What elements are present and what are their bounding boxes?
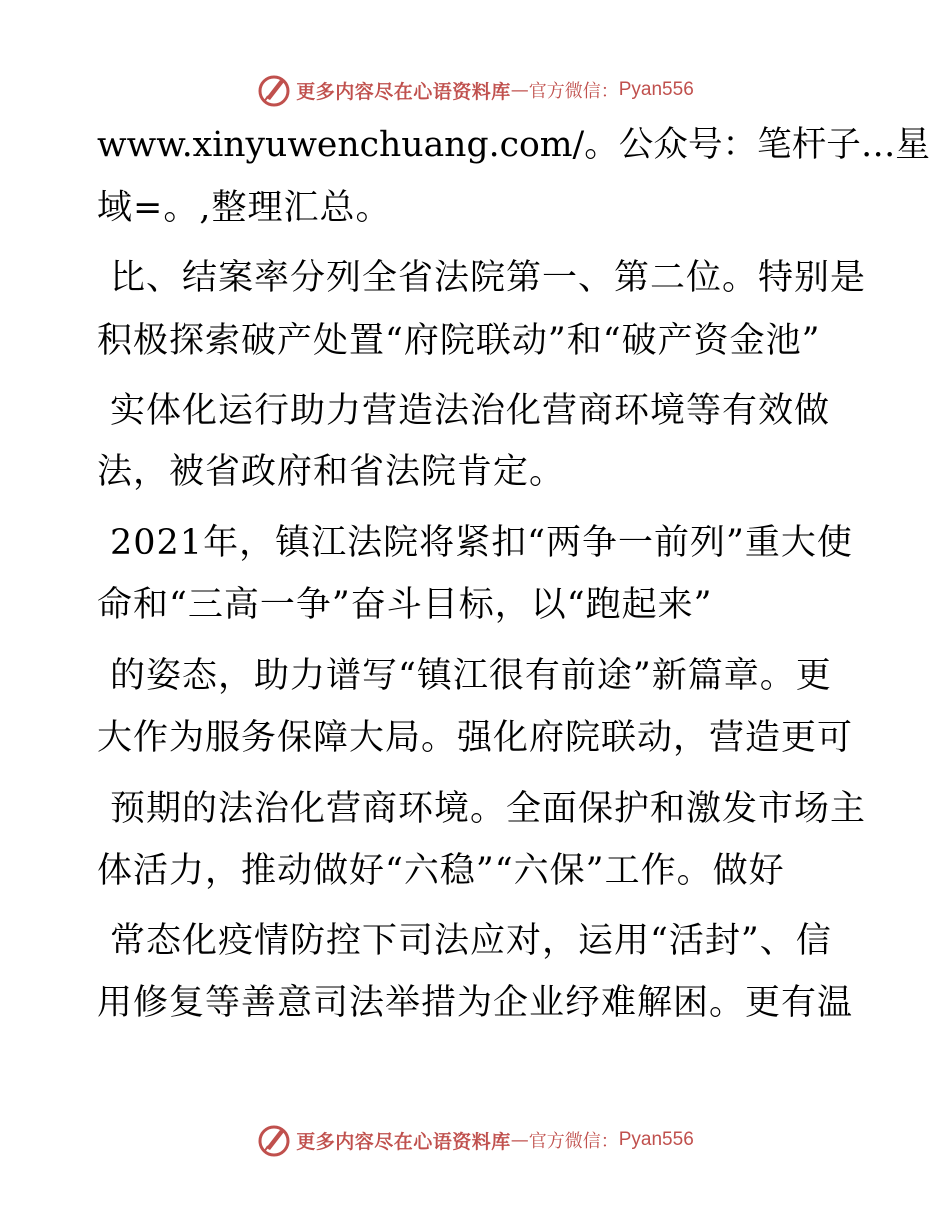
watermark-dash: — <box>510 79 529 101</box>
watermark-wechat-label: 官方微信： <box>528 1131 619 1152</box>
body-line: 常态化疫情防控下司法应对，运用“活封”、信 <box>110 921 832 961</box>
quill-pen-logo-icon <box>256 72 292 108</box>
body-line: 域=。,整理汇总。 <box>97 188 392 228</box>
watermark-wechat-label: 官方微信： <box>528 81 619 102</box>
body-line: www.xinyuwenchuang.com/。公众号：笔杆子…星 <box>97 125 931 165</box>
body-line: 体活力，推动做好“六稳”“六保”工作。做好 <box>97 851 785 891</box>
watermark-text: 更多内容尽在心语资料库 <box>296 80 511 103</box>
body-line: 比、结案率分列全省法院第一、第二位。特别是 <box>110 258 867 298</box>
body-line: 命和“三高一争”奋斗目标，以“跑起来” <box>97 585 713 625</box>
header-watermark <box>0 70 950 110</box>
body-line: 积极探索破产处置“府院联动”和“破产资金池” <box>97 321 821 361</box>
watermark-wechat-id: Pyan556 <box>618 79 694 100</box>
watermark-dash: — <box>510 1129 529 1151</box>
body-line: 用修复等善意司法举措为企业纾难解困。更有温 <box>97 983 854 1023</box>
body-line: 大作为服务保障大局。强化府院联动，营造更可 <box>97 718 854 758</box>
body-line: 实体化运行助力营造法治化营商环境等有效做 <box>110 391 831 431</box>
quill-pen-logo-icon <box>256 1122 292 1158</box>
watermark-wechat-id: Pyan556 <box>618 1129 694 1150</box>
footer-watermark <box>0 1120 950 1160</box>
body-line: 预期的法治化营商环境。全面保护和激发市场主 <box>110 789 867 829</box>
watermark-text: 更多内容尽在心语资料库 <box>296 1130 511 1153</box>
body-line: 的姿态，助力谱写“镇江很有前途”新篇章。更 <box>110 656 832 696</box>
body-line: 2021年，镇江法院将紧扣“两争一前列”重大使 <box>110 523 853 563</box>
body-line: 法，被省政府和省法院肯定。 <box>97 452 566 492</box>
